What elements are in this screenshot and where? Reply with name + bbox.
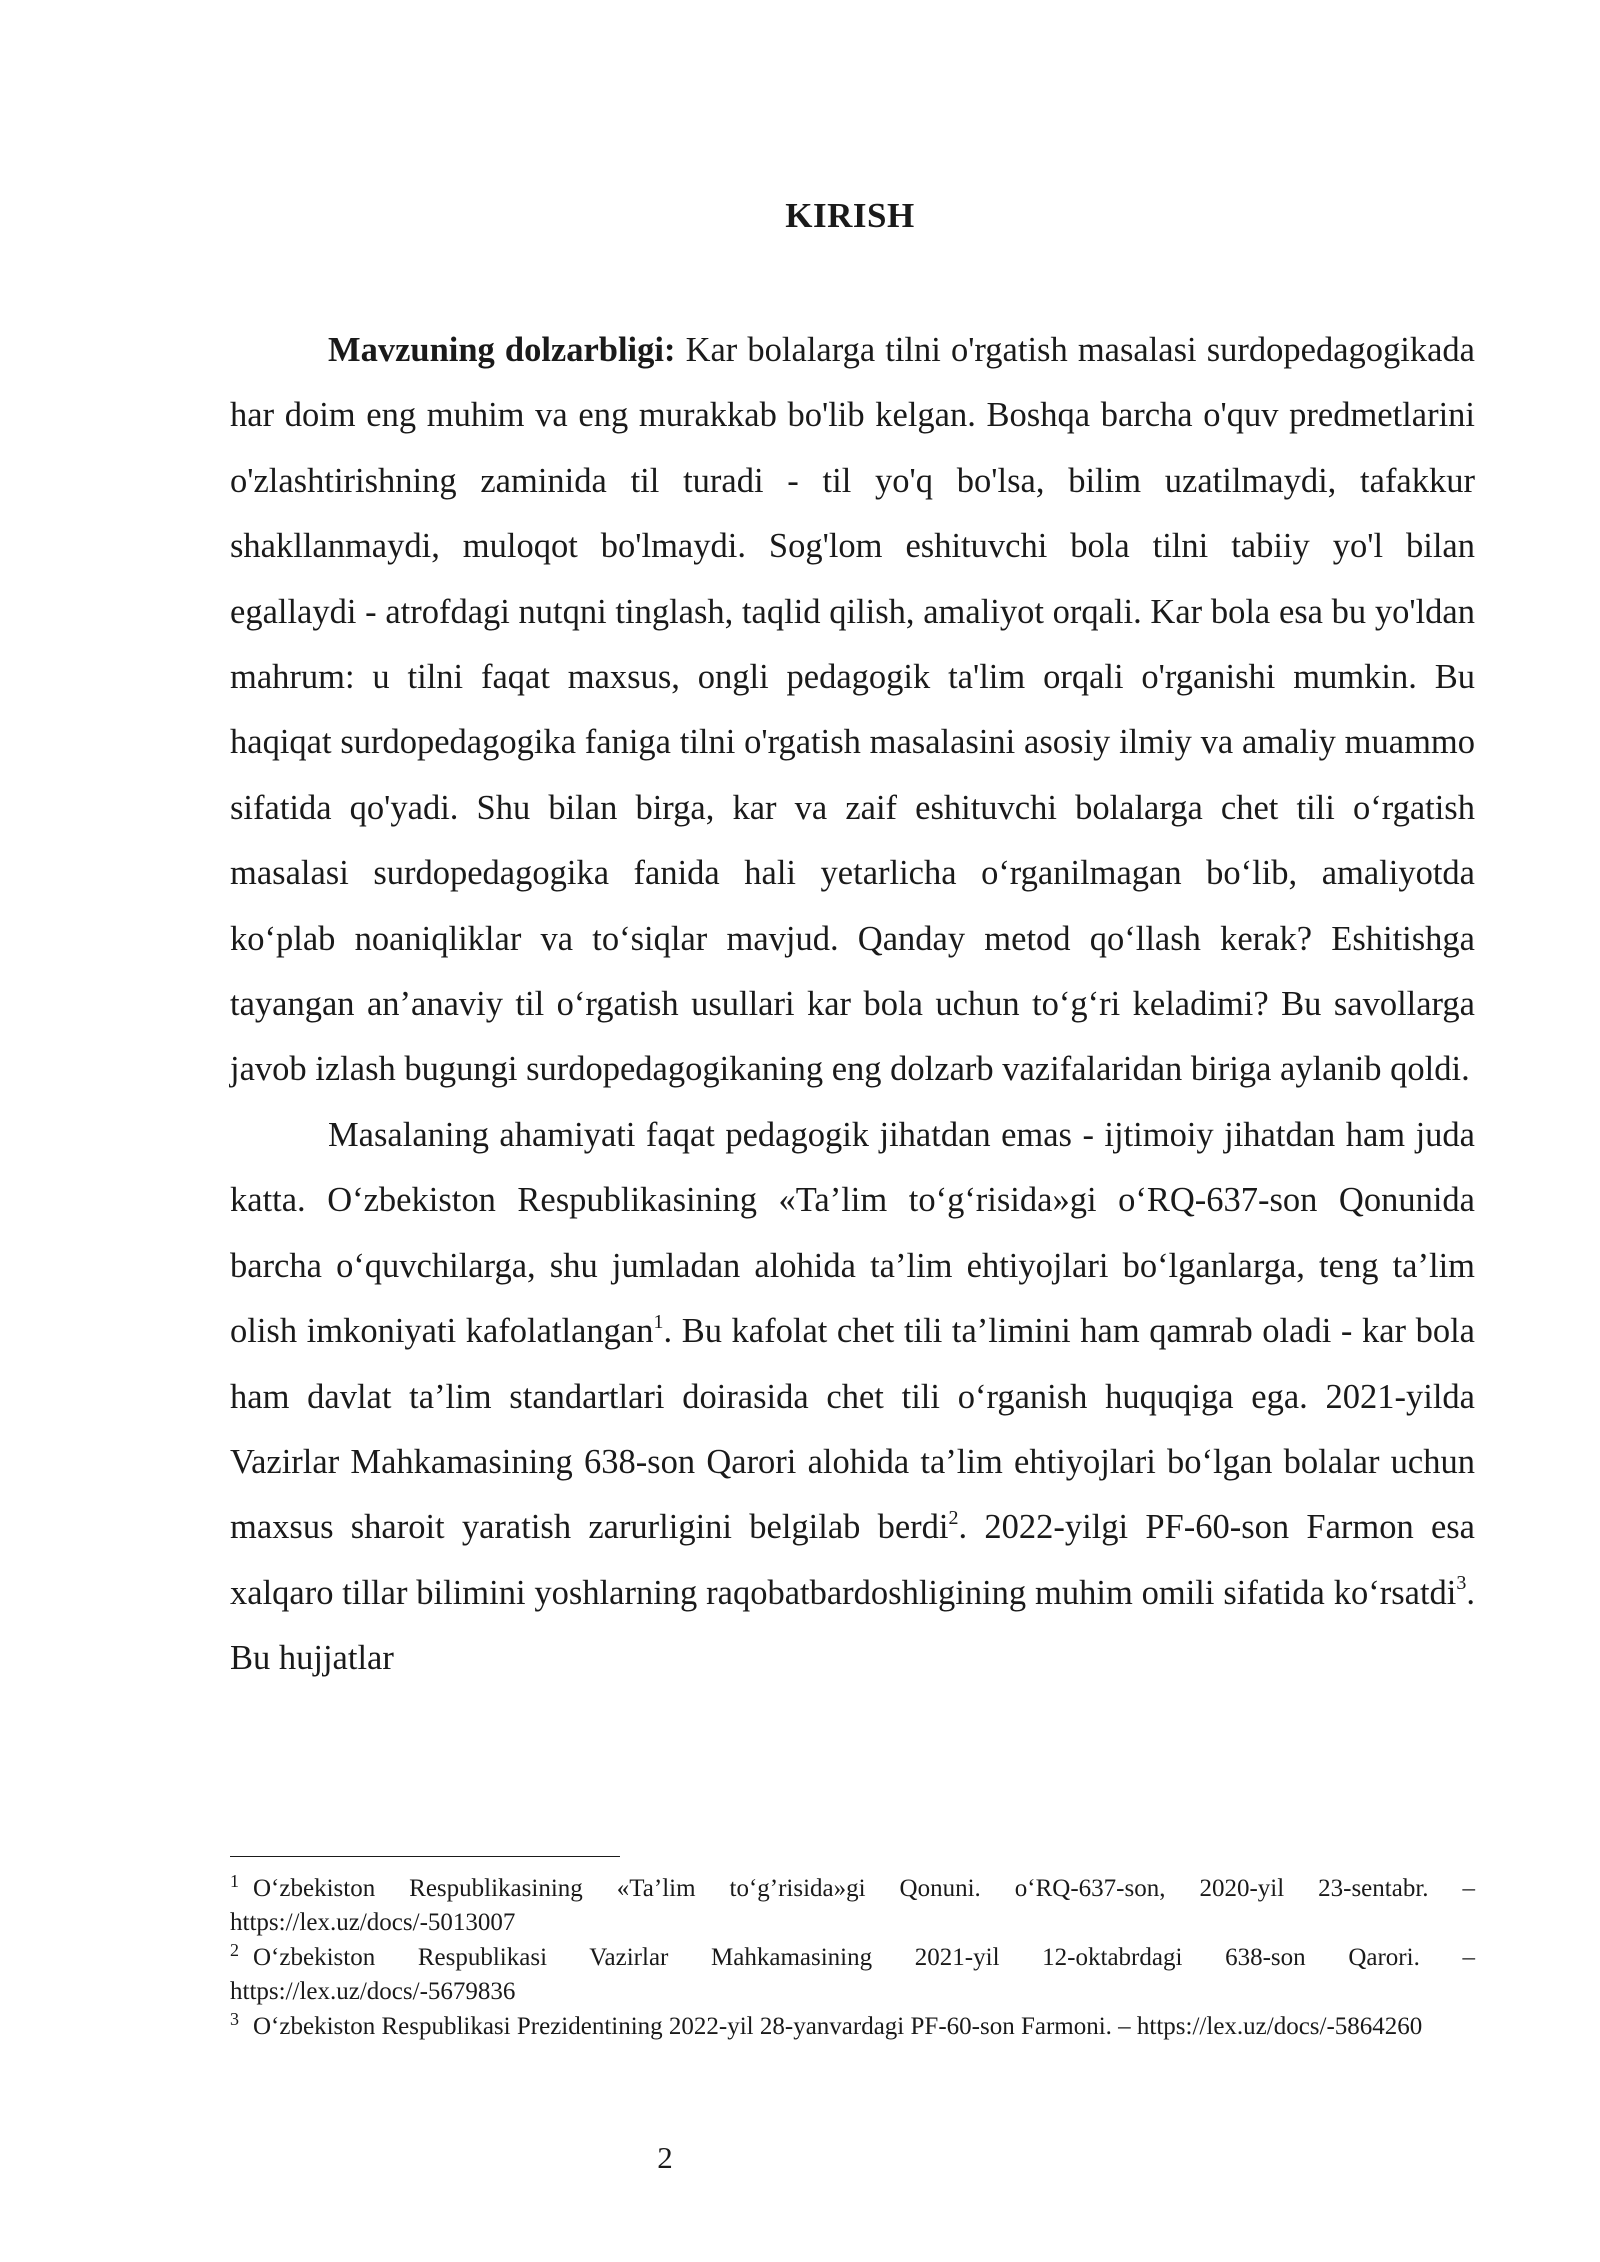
footnote-number: 3 bbox=[230, 2008, 239, 2029]
section-heading: KIRISH bbox=[785, 196, 915, 235]
paragraph-significance bbox=[230, 1103, 1475, 1692]
footnote-ref-3[interactable]: 3 bbox=[1456, 1572, 1467, 1595]
page-number: 2 bbox=[657, 2140, 673, 2175]
paragraph-lead: Mavzuning dolzarbligi: bbox=[328, 331, 676, 369]
footnote-number: 2 bbox=[230, 1939, 239, 1960]
footnote-text: O‘zbekiston Respublikasining «Ta’lim to‘g’risida»gi Qonuni. o‘RQ-637-son, 2020-yil 23-sentabr. – https://lex.uz/docs/-5013007 bbox=[230, 1875, 1475, 1936]
footnote-ref-1[interactable]: 1 bbox=[653, 1310, 664, 1333]
footnote-separator bbox=[230, 1856, 620, 1857]
footnote-number: 1 bbox=[230, 1870, 239, 1891]
footnote-text: O‘zbekiston Respublikasi Prezidentining 2022-yil 28-yanvardagi PF-60-son Farmoni. – https://lex.uz/docs/-5864260 bbox=[253, 2013, 1423, 2040]
body-text bbox=[230, 318, 1475, 1692]
footnote-2 bbox=[230, 1941, 1475, 2009]
paragraph-text: Kar bolalarga tilni o'rgatish masalasi surdopedagogikada har doim eng muhim va eng murakkab bo'lib kelgan. Boshqa barcha o'quv predmetlarini o'zlashtirishning zaminida til turadi - til yo'q bo'lsa, bilim uzatilmaydi, tafakkur shakllanmaydi, muloqot bo'lmaydi. Sog'lom eshituvchi bola tilni tabiiy yo'l bilan egallaydi - atrofdagi nutqni tinglash, taqlid qilish, amaliyot orqali. Kar bola esa bu yo'ldan mahrum: u tilni faqat maxsus, ongli pedagogik ta'lim orqali o'rganishi mumkin. Bu haqiqat surdopedagogika faniga tilni o'rgatish masalasini asosiy ilmiy va amaliy muammo sifatida qo'yadi. Shu bilan birga, kar va zaif eshituvchi bolalarga chet tili o‘rgatish masalasi surdopedagogika fanida hali yetarlicha o‘rganilmagan bo‘lib, amaliyotda ko‘plab noaniqliklar va to‘siqlar mavjud. Qanday metod qo‘llash kerak? Eshitishga tayangan an’anaviy til o‘rgatish usullari kar bola uchun to‘g‘ri keladimi? Bu savollarga javob izlash bugungi surdopedagogikaning eng dolzarb vazifalaridan biriga aylanib qoldi. bbox=[230, 331, 1475, 1089]
footnote-1 bbox=[230, 1872, 1475, 1940]
paragraph-text-part: . Bu hujjatlar bbox=[230, 1573, 1475, 1678]
footnote-3 bbox=[230, 2010, 1475, 2044]
footnote-ref-2[interactable]: 2 bbox=[948, 1506, 959, 1529]
paragraph-text-part: . 2022-yilgi PF-60-son Farmon esa xalqaro tillar bilimini yoshlarning raqobatbardoshligining muhim omili sifatida ko‘rsatdi bbox=[230, 1508, 1475, 1612]
paragraph-text-part: Masalaning ahamiyati faqat pedagogik jihatdan emas - ijtimoiy jihatdan ham juda katta. O‘zbekiston Respublikasining «Ta’lim to‘g‘risida»gi o‘RQ-637-son Qonunida barcha o‘quvchilarga, shu jumladan alohida ta’lim ehtiyojlari bo‘lganlarga, teng ta’lim olish imkoniyati kafolatlangan bbox=[230, 1115, 1475, 1351]
footnotes bbox=[230, 1872, 1475, 2045]
paragraph-relevance bbox=[230, 318, 1475, 1103]
footnote-text: O‘zbekiston Respublikasi Vazirlar Mahkamasining 2021-yil 12-oktabrdagi 638-son Qarori. – https://lex.uz/docs/-5679836 bbox=[230, 1944, 1475, 2005]
paragraph-text-part: . Bu kafolat chet tili ta’limini ham qamrab oladi - kar bola ham davlat ta’lim standartlari doirasida chet tili o‘rganish huquqiga ega. 2021-yilda Vazirlar Mahkamasining 638-son Qarori alohida ta’lim ehtiyojlari bo‘lgan bolalar uchun maxsus sharoit yaratish zarurligini belgilab berdi bbox=[230, 1312, 1475, 1547]
